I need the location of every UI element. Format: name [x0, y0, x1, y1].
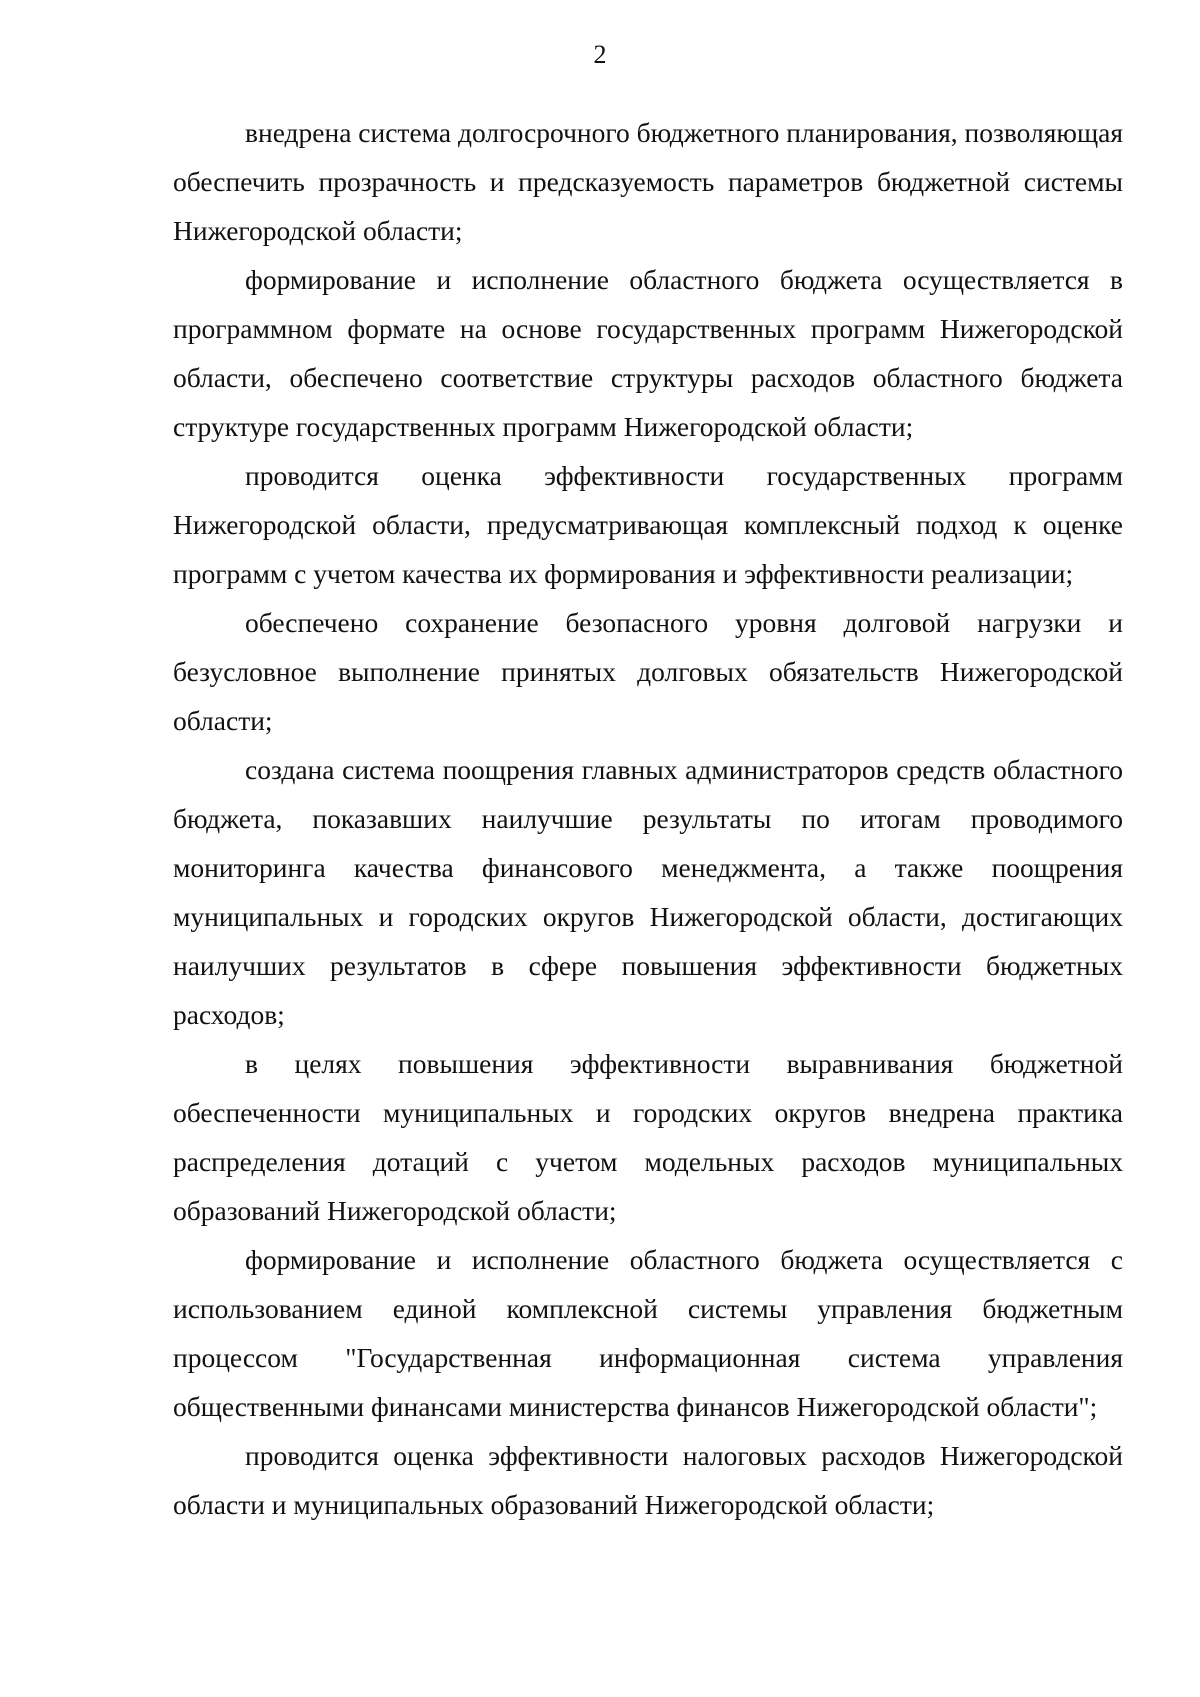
- paragraph-information-system: формирование и исполнение областного бюджета осуществляется с использованием единой комплексной системы управления бюджетным процессом "Государственная информационная система управления общественными финансами министерства финансов Нижегородской области";: [173, 1244, 1123, 1422]
- paragraph-program-format: формирование и исполнение областного бюджета осуществляется в программном формате на основе государственных программ Нижегородской области, обеспечено соответствие структуры расходов областного бюджета структуре государственных программ Нижегородской области;: [173, 264, 1123, 442]
- paragraph-budget-planning: внедрена система долгосрочного бюджетного планирования, позволяющая обеспечить прозрачность и предсказуемость параметров бюджетной системы Нижегородской области;: [173, 117, 1123, 246]
- page-number: 2: [593, 40, 607, 69]
- paragraph-incentive-system: создана система поощрения главных администраторов средств областного бюджета, показавших наилучшие результаты по итогам проводимого мониторинга качества финансового менеджмента, а также поощрения муниципальных и городских округов Нижегородской области, достигающих наилучших результатов в сфере повышения эффективности бюджетных расходов;: [173, 754, 1123, 1030]
- document-body: [173, 108, 1123, 1529]
- paragraph-subsidy-distribution: в целях повышения эффективности выравнивания бюджетной обеспеченности муниципальных и городских округов внедрена практика распределения дотаций с учетом модельных расходов муниципальных образований Нижегородской области;: [173, 1048, 1123, 1226]
- paragraph-debt-load: обеспечено сохранение безопасного уровня долговой нагрузки и безусловное выполнение принятых долговых обязательств Нижегородской области;: [173, 607, 1123, 736]
- paragraph-program-evaluation: проводится оценка эффективности государственных программ Нижегородской области, предусматривающая комплексный подход к оценке программ с учетом качества их формирования и эффективности реализации;: [173, 460, 1123, 589]
- paragraph-tax-expenditure: проводится оценка эффективности налоговых расходов Нижегородской области и муниципальных образований Нижегородской области;: [173, 1440, 1123, 1520]
